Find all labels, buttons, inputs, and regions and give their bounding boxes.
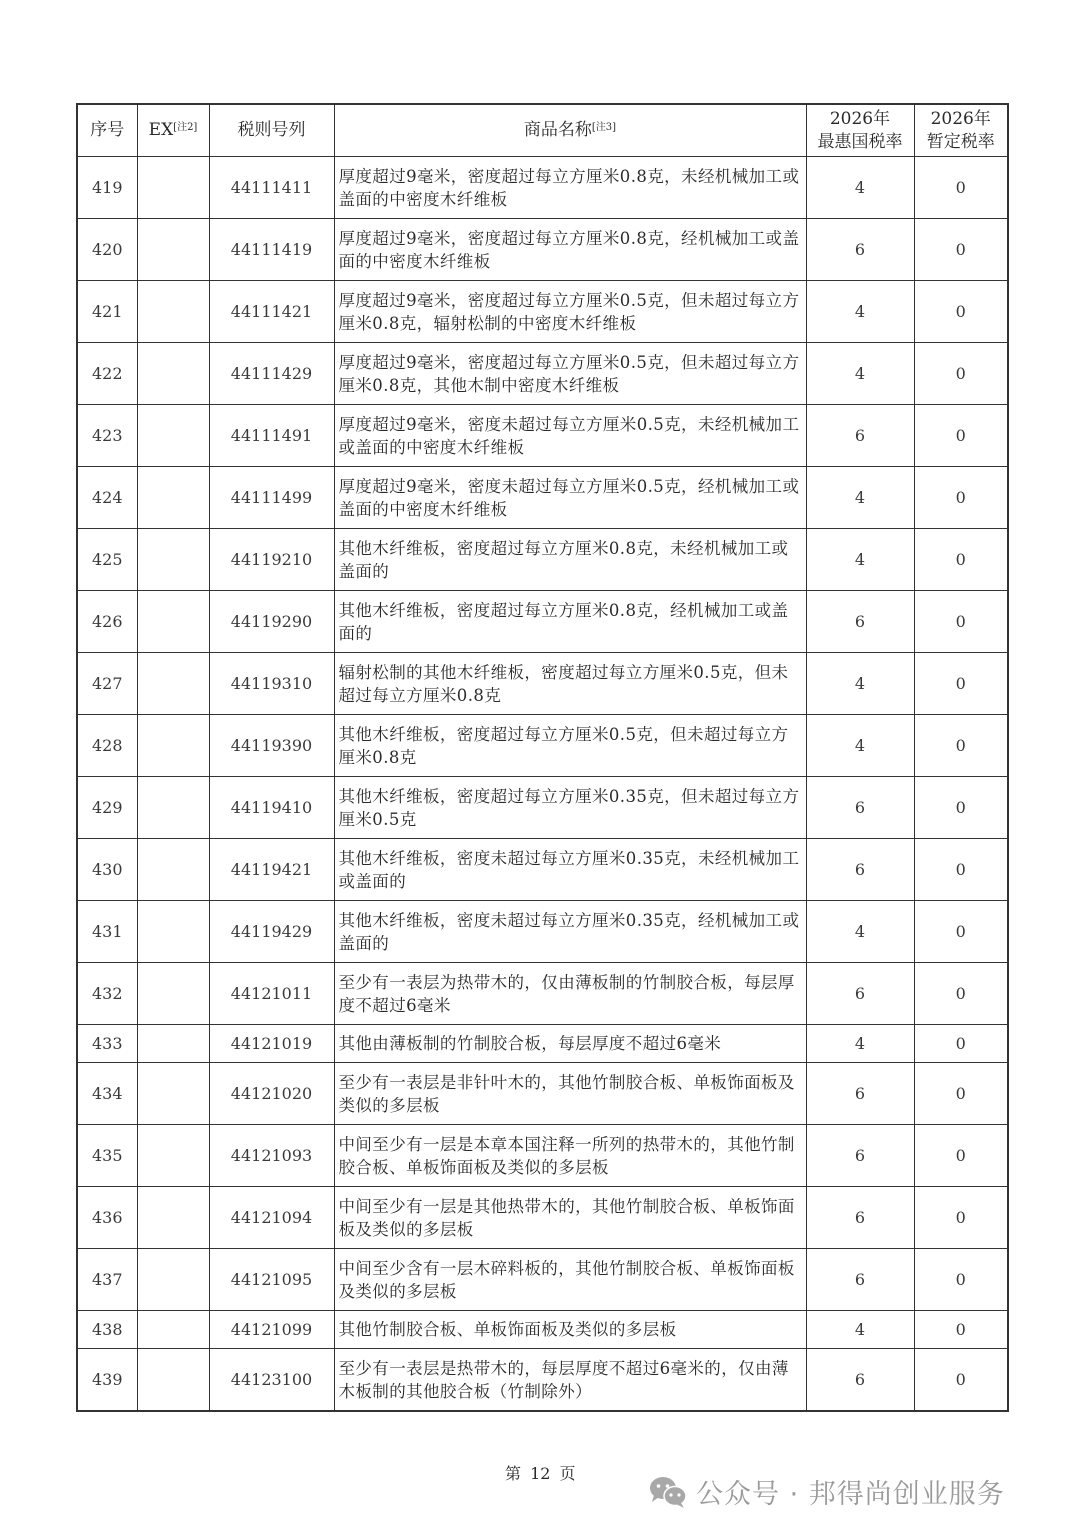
cell-product-name: 厚度超过9毫米，密度超过每立方厘米0.8克，经机械加工或盖面的中密度木纤维板 [334,219,806,281]
cell-ex [137,1249,209,1311]
table-row [77,1025,1008,1063]
header-name-note: [注3] [591,122,617,133]
cell-product-name: 其他竹制胶合板、单板饰面板及类似的多层板 [334,1311,806,1349]
table-row [77,219,1008,281]
cell-ex [137,405,209,467]
page-number: 第 12 页 [505,1464,576,1483]
cell-provisional-rate: 0 [914,963,1008,1025]
cell-provisional-rate: 0 [914,653,1008,715]
cell-ex [137,1125,209,1187]
cell-product-name: 至少有一表层为热带木的，仅由薄板制的竹制胶合板，每层厚度不超过6毫米 [334,963,806,1025]
header-name [334,104,806,157]
cell-ex [137,591,209,653]
cell-seq: 421 [77,281,137,343]
cell-seq: 425 [77,529,137,591]
table-row [77,715,1008,777]
cell-mfn-rate: 4 [806,157,914,219]
wechat-icon [648,1475,688,1509]
cell-tariff-code: 44121094 [209,1187,334,1249]
table-row [77,405,1008,467]
cell-ex [137,1311,209,1349]
cell-tariff-code: 44119210 [209,529,334,591]
cell-provisional-rate: 0 [914,715,1008,777]
cell-seq: 434 [77,1063,137,1125]
cell-mfn-rate: 6 [806,1249,914,1311]
cell-provisional-rate: 0 [914,1063,1008,1125]
cell-mfn-rate: 4 [806,901,914,963]
table-row [77,281,1008,343]
cell-ex [137,901,209,963]
cell-tariff-code: 44111429 [209,343,334,405]
table-row [77,467,1008,529]
cell-product-name: 中间至少有一层是本章本国注释一所列的热带木的，其他竹制胶合板、单板饰面板及类似的多层板 [334,1125,806,1187]
cell-product-name: 其他由薄板制的竹制胶合板，每层厚度不超过6毫米 [334,1025,806,1063]
cell-tariff-code: 44111421 [209,281,334,343]
header-ex-label: EX [148,120,174,140]
cell-product-name: 厚度超过9毫米，密度超过每立方厘米0.5克，但未超过每立方厘米0.8克，其他木制中密度木纤维板 [334,343,806,405]
table-row [77,1063,1008,1125]
cell-ex [137,963,209,1025]
cell-product-name: 中间至少含有一层木碎料板的，其他竹制胶合板、单板饰面板及类似的多层板 [334,1249,806,1311]
cell-tariff-code: 44119310 [209,653,334,715]
cell-ex [137,1187,209,1249]
cell-mfn-rate: 6 [806,405,914,467]
table-row [77,839,1008,901]
cell-seq: 432 [77,963,137,1025]
cell-tariff-code: 44121011 [209,963,334,1025]
header-name-label: 商品名称 [523,120,592,140]
cell-provisional-rate: 0 [914,157,1008,219]
cell-ex [137,715,209,777]
cell-tariff-code: 44119390 [209,715,334,777]
cell-product-name: 其他木纤维板，密度超过每立方厘米0.35克，但未超过每立方厘米0.5克 [334,777,806,839]
table-row [77,529,1008,591]
cell-ex [137,467,209,529]
cell-provisional-rate: 0 [914,839,1008,901]
watermark-text: 公众号 · 邦得尚创业服务 [696,1479,1005,1510]
cell-seq: 423 [77,405,137,467]
table-row [77,653,1008,715]
table-row [77,901,1008,963]
cell-ex [137,1063,209,1125]
cell-provisional-rate: 0 [914,777,1008,839]
header-ex [137,104,209,157]
cell-product-name: 其他木纤维板，密度超过每立方厘米0.5克，但未超过每立方厘米0.8克 [334,715,806,777]
cell-product-name: 厚度超过9毫米，密度未超过每立方厘米0.5克，经机械加工或盖面的中密度木纤维板 [334,467,806,529]
table-row [77,1187,1008,1249]
cell-tariff-code: 44111491 [209,405,334,467]
cell-seq: 420 [77,219,137,281]
cell-product-name: 中间至少有一层是其他热带木的，其他竹制胶合板、单板饰面板及类似的多层板 [334,1187,806,1249]
cell-provisional-rate: 0 [914,219,1008,281]
cell-mfn-rate: 6 [806,1063,914,1125]
cell-provisional-rate: 0 [914,1249,1008,1311]
cell-ex [137,219,209,281]
cell-product-name: 其他木纤维板，密度未超过每立方厘米0.35克，经机械加工或盖面的 [334,901,806,963]
cell-product-name: 厚度超过9毫米，密度未超过每立方厘米0.5克，未经机械加工或盖面的中密度木纤维板 [334,405,806,467]
cell-provisional-rate: 0 [914,1125,1008,1187]
table-row [77,1125,1008,1187]
cell-provisional-rate: 0 [914,343,1008,405]
header-prov-year: 2026年 [930,108,991,129]
cell-seq: 419 [77,157,137,219]
cell-seq: 437 [77,1249,137,1311]
cell-tariff-code: 44119410 [209,777,334,839]
cell-tariff-code: 44111419 [209,219,334,281]
cell-tariff-code: 44121095 [209,1249,334,1311]
cell-mfn-rate: 4 [806,715,914,777]
cell-product-name: 至少有一表层是非针叶木的，其他竹制胶合板、单板饰面板及类似的多层板 [334,1063,806,1125]
table-row [77,963,1008,1025]
cell-product-name: 其他木纤维板，密度超过每立方厘米0.8克，未经机械加工或盖面的 [334,529,806,591]
cell-mfn-rate: 6 [806,1125,914,1187]
header-provisional-rate [914,104,1008,157]
header-code-label: 税则号列 [237,120,306,140]
table-body [77,157,1008,1412]
cell-product-name: 厚度超过9毫米，密度超过每立方厘米0.5克，但未超过每立方厘米0.8克，辐射松制的中密度木纤维板 [334,281,806,343]
cell-provisional-rate: 0 [914,1311,1008,1349]
cell-product-name: 厚度超过9毫米，密度超过每立方厘米0.8克，未经机械加工或盖面的中密度木纤维板 [334,157,806,219]
cell-seq: 428 [77,715,137,777]
cell-provisional-rate: 0 [914,591,1008,653]
cell-mfn-rate: 6 [806,1349,914,1412]
cell-mfn-rate: 6 [806,777,914,839]
cell-seq: 427 [77,653,137,715]
cell-provisional-rate: 0 [914,529,1008,591]
header-mfn-rate [806,104,914,157]
header-mfn-label: 最惠国税率 [817,131,903,152]
cell-provisional-rate: 0 [914,901,1008,963]
cell-mfn-rate: 4 [806,343,914,405]
cell-product-name: 其他木纤维板，密度超过每立方厘米0.8克，经机械加工或盖面的 [334,591,806,653]
cell-mfn-rate: 6 [806,591,914,653]
cell-seq: 433 [77,1025,137,1063]
cell-ex [137,839,209,901]
header-prov-label: 暂定税率 [926,131,995,152]
cell-ex [137,281,209,343]
cell-tariff-code: 44119421 [209,839,334,901]
cell-tariff-code: 44123100 [209,1349,334,1412]
cell-ex [137,529,209,591]
cell-product-name: 至少有一表层是热带木的，每层厚度不超过6毫米的，仅由薄木板制的其他胶合板（竹制除外） [334,1349,806,1412]
cell-tariff-code: 44111499 [209,467,334,529]
cell-seq: 426 [77,591,137,653]
cell-tariff-code: 44121019 [209,1025,334,1063]
cell-tariff-code: 44121020 [209,1063,334,1125]
cell-mfn-rate: 4 [806,1025,914,1063]
header-mfn-year: 2026年 [829,108,891,129]
cell-mfn-rate: 4 [806,1311,914,1349]
cell-tariff-code: 44121099 [209,1311,334,1349]
cell-tariff-code: 44119429 [209,901,334,963]
table-row [77,1311,1008,1349]
cell-product-name: 其他木纤维板，密度未超过每立方厘米0.35克，未经机械加工或盖面的 [334,839,806,901]
cell-mfn-rate: 4 [806,467,914,529]
cell-seq: 429 [77,777,137,839]
cell-mfn-rate: 6 [806,219,914,281]
header-seq-label: 序号 [90,120,125,140]
cell-provisional-rate: 0 [914,1187,1008,1249]
table-row [77,157,1008,219]
cell-provisional-rate: 0 [914,1025,1008,1063]
cell-seq: 430 [77,839,137,901]
table-row [77,343,1008,405]
cell-mfn-rate: 6 [806,963,914,1025]
header-ex-note: [注2] [173,122,198,133]
cell-seq: 436 [77,1187,137,1249]
cell-mfn-rate: 4 [806,281,914,343]
cell-ex [137,1349,209,1412]
cell-ex [137,1025,209,1063]
cell-seq: 435 [77,1125,137,1187]
cell-seq: 424 [77,467,137,529]
cell-mfn-rate: 4 [806,529,914,591]
cell-tariff-code: 44111411 [209,157,334,219]
cell-mfn-rate: 6 [806,1187,914,1249]
watermark [648,1472,1005,1511]
cell-provisional-rate: 0 [914,1349,1008,1412]
cell-seq: 439 [77,1349,137,1412]
table-row [77,777,1008,839]
cell-seq: 422 [77,343,137,405]
cell-seq: 438 [77,1311,137,1349]
cell-ex [137,653,209,715]
cell-mfn-rate: 6 [806,839,914,901]
cell-tariff-code: 44119290 [209,591,334,653]
cell-tariff-code: 44121093 [209,1125,334,1187]
table-header-row [77,104,1008,157]
cell-provisional-rate: 0 [914,467,1008,529]
cell-ex [137,777,209,839]
header-seq [77,104,137,157]
cell-ex [137,343,209,405]
cell-product-name: 辐射松制的其他木纤维板，密度超过每立方厘米0.5克，但未超过每立方厘米0.8克 [334,653,806,715]
table-row [77,1349,1008,1412]
header-code [209,104,334,157]
cell-provisional-rate: 0 [914,405,1008,467]
table-row [77,591,1008,653]
cell-seq: 431 [77,901,137,963]
table-row [77,1249,1008,1311]
tariff-table [76,103,1009,1412]
cell-ex [137,157,209,219]
cell-mfn-rate: 4 [806,653,914,715]
cell-provisional-rate: 0 [914,281,1008,343]
